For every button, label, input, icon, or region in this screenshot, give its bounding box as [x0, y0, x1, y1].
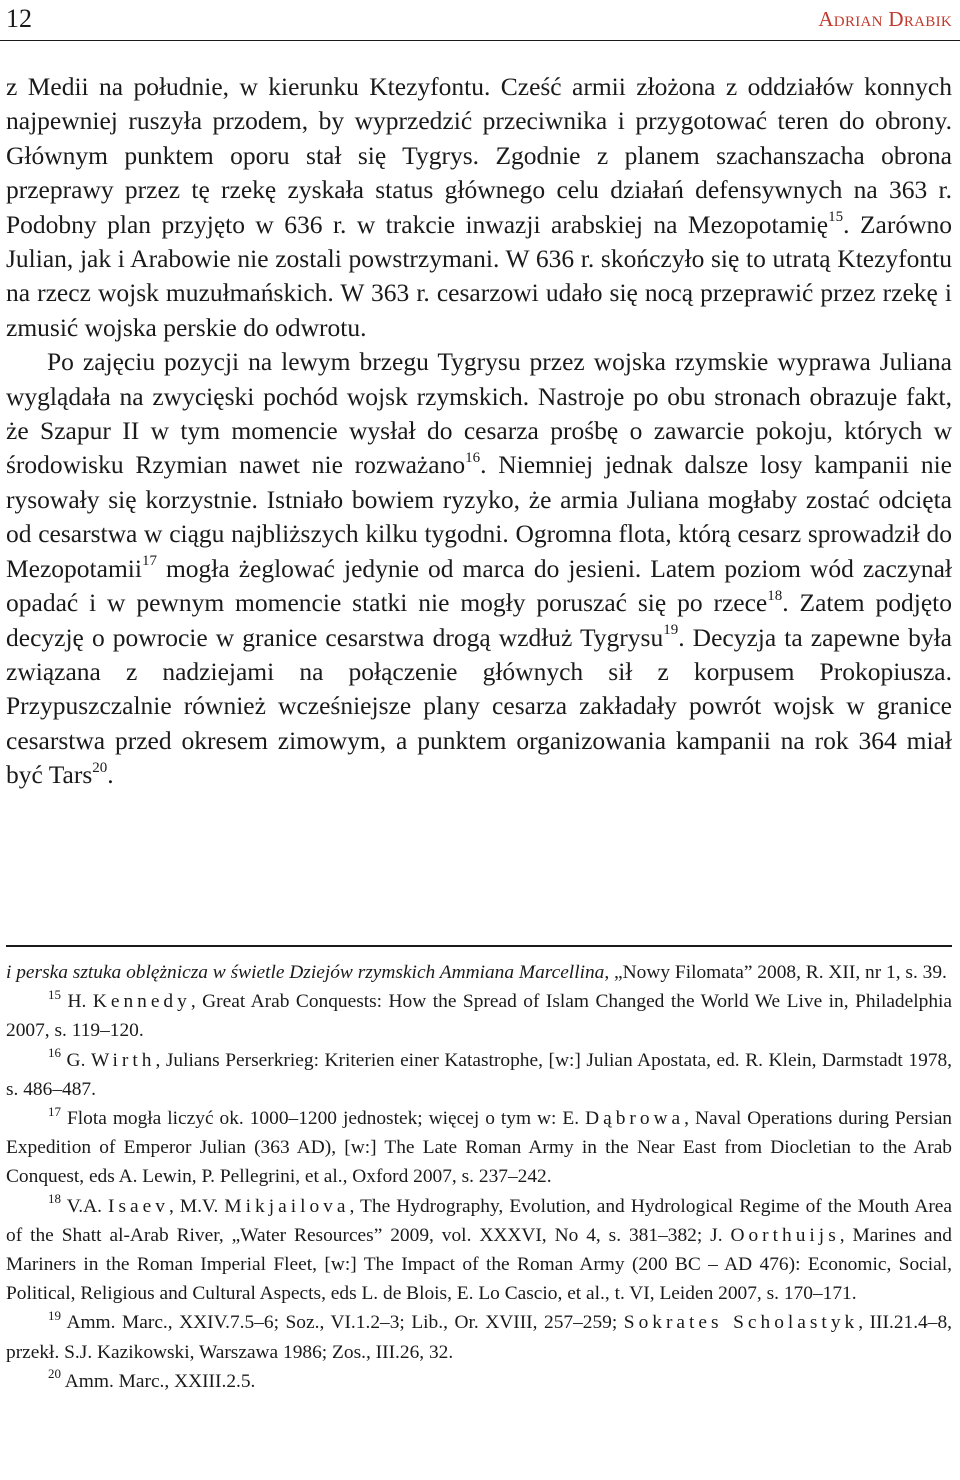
footnote-17-text: , Naval Operations during Persian Expedition of Emperor Julian (363 AD), [w:] The Late Roman Army in the Near East from Diocletian to the Arab Conquest, eds A. Lewin, P. Pellegrini, et al., Oxford 2007, s. 237–242. — [6, 1108, 952, 1188]
footnote-19-text: , III.21.4–8, przekł. S.J. Kazikowski, Warszawa 1986; Zos., III.26, 32. — [6, 1312, 952, 1363]
footnote-ref-19: 19 — [663, 622, 679, 638]
footnote-16-author: Wirth — [90, 1049, 156, 1071]
footnote-20-number: 20 — [48, 1366, 61, 1382]
footnote-continuation-rest: , „Nowy Filomata” 2008, R. XII, nr 1, s. 39. — [604, 962, 947, 983]
footnote-18-number: 18 — [48, 1191, 61, 1207]
footnote-continuation — [6, 958, 952, 987]
footnote-18 — [6, 1192, 952, 1309]
running-head-author: Adrian Drabik — [818, 7, 952, 31]
footnote-18-text: , The Hydrography, Evolution, and Hydrological Regime of the Mouth Area of the Shatt al-Arab River, „Water Resources” 2009, vol. XXXVI, No 4, s. 381–382; J. — [6, 1195, 953, 1246]
footnotes — [6, 958, 952, 1396]
footnote-16-text: , Julians Perserkrieg: Kriterien einer Katastrophe, [w:] Julian Apostata, ed. R. Klein, Darmstadt 1978, s. 486–487. — [6, 1049, 953, 1100]
paragraph-2-text-d: . Zatem podjęto decyzję o powrocie w granice cesarstwa drogą wzdłuż Tygrysu — [6, 588, 952, 652]
footnote-19-number: 19 — [48, 1307, 61, 1323]
paragraph-2-text-e: . Decyzja ta zapewne była związana z nadziejami na połączenie głównych sił z korpusem Prokopiusza. Przypuszczalnie również wcześniejsze plany cesarza zakładały powrót wojsk w granice cesarstwa przed okresem zimowym, a punktem organizowania kampanii na rok 364 miał być Tars — [6, 622, 952, 790]
paragraph-2-text-f: . — [107, 760, 114, 790]
footnote-ref-17: 17 — [141, 553, 157, 570]
footnote-17-author: Dąbrowa — [585, 1108, 685, 1130]
footnote-16-number: 16 — [48, 1045, 61, 1061]
footnote-15-initial: H. — [61, 991, 93, 1013]
footnote-15 — [6, 987, 952, 1045]
footnote-19-author: Sokrates Scholastyk — [623, 1312, 859, 1334]
footnote-17-number: 17 — [48, 1103, 61, 1119]
footnote-18-text-2: , Marines and Mariners in the Roman Imperial Fleet, [w:] The Impact of the Roman Army (200 BC – AD 476): Economic, Social, Political, Religious and Cultural Aspects, eds L. de Blois, E. Lo Cascio, et al., t. VI, Leiden 2007, s. 170–171. — [6, 1224, 952, 1305]
footnote-19 — [6, 1308, 952, 1366]
footnote-18-initial: V.A. — [61, 1195, 109, 1217]
footnote-ref-18: 18 — [767, 587, 783, 604]
main-text — [6, 70, 952, 793]
paragraph-1-text-b: . Zarówno Julian, jak i Arabowie nie zostali powstrzymani. W 636 r. skończyło się to utratą Ktezyfontu na rzecz wojsk muzułmańskich. W 363 r. cesarzowi udało się nocą przeprawić przez rzekę i zmusić wojska perskie do odwrotu. — [6, 209, 952, 342]
paragraph-1 — [6, 70, 952, 345]
footnote-20-text: Amm. Marc., XXIII.2.5. — [61, 1370, 256, 1392]
footnote-ref-15: 15 — [828, 209, 844, 226]
footnote-separator — [6, 945, 952, 947]
footnote-17 — [6, 1104, 952, 1192]
paragraph-2 — [6, 345, 952, 792]
footnote-15-number: 15 — [48, 986, 61, 1002]
page-number: 12 — [6, 4, 32, 33]
footnote-18-author-3: Oorthuijs — [730, 1224, 840, 1246]
footnote-15-text: , Great Arab Conquests: How the Spread of Islam Changed the World We Live in, Philadelphia 2007, s. 119–120. — [6, 991, 953, 1042]
paragraph-2-text-b: . Niemniej jednak dalsze losy kampanii nie rysowały się korzystnie. Istniało bowiem ryzyko, że armia Juliana mogłaby zostać odcięta od cesarstwa w ciągu najbliższych kilku tygodni. Ogromna flota, którą cesarz sprowadził do Mezopotamii — [6, 450, 952, 583]
footnote-ref-20: 20 — [92, 759, 108, 776]
paragraph-2-text-a: Po zajęciu pozycji na lewym brzegu Tygrysu przez wojska rzymskie wyprawa Juliana wyglądała na zwycięski pochód wojsk rzymskich. Nastroje po obu stronach obrazuje fakt, że Szapur II w tym momencie wysłał do cesarza prośbę o zawarcie pokoju, których w środowisku Rzymian nawet nie rozważano — [6, 347, 952, 480]
footnote-15-author: Kennedy — [92, 991, 191, 1013]
page-header — [0, 0, 960, 34]
paragraph-1-text-a: z Medii na południe, w kierunku Ktezyfontu. Cześć armii złożona z oddziałów konnych najpewniej ruszyła przodem, by wyprzedzić przeciwnika i przygotować teren do obrony. Głównym punktem oporu stał się Tygrys. Zgodnie z planem szachanszacha obrona przeprawy przez tę rzekę zyskała status głównego celu działań defensywnych na 363 r. Podobny plan przyjęto w 636 r. w trakcie inwazji arabskiej na Mezopotamię — [6, 72, 952, 239]
footnote-20 — [6, 1367, 952, 1396]
footnote-17-intro: Flota mogła liczyć ok. 1000–1200 jednostek; więcej o tym w: E. — [61, 1108, 586, 1130]
footnote-ref-16: 16 — [465, 449, 481, 466]
footnote-16-initial: G. — [61, 1049, 91, 1071]
paragraph-2-text-c: mogła żeglować jedynie od marca do jesieni. Latem poziom wód zaczynał opadać i w pewnym momencie statki nie mogły poruszać się po rzece — [6, 553, 952, 618]
header-rule — [0, 40, 960, 41]
footnote-18-author-2: Mikjailova — [224, 1195, 350, 1217]
footnote-18-author: Isaev — [108, 1195, 169, 1217]
footnote-continuation-title: i perska sztuka oblężnicza w świetle Dziejów rzymskich Ammiana Marcellina — [6, 962, 605, 983]
footnote-16 — [6, 1046, 952, 1104]
footnote-19-sources: Amm. Marc., XXIV.7.5–6; Soz., VI.1.2–3; Lib., Or. XVIII, 257–259; — [61, 1312, 624, 1334]
footnote-18-initial-2: , M.V. — [168, 1195, 225, 1217]
